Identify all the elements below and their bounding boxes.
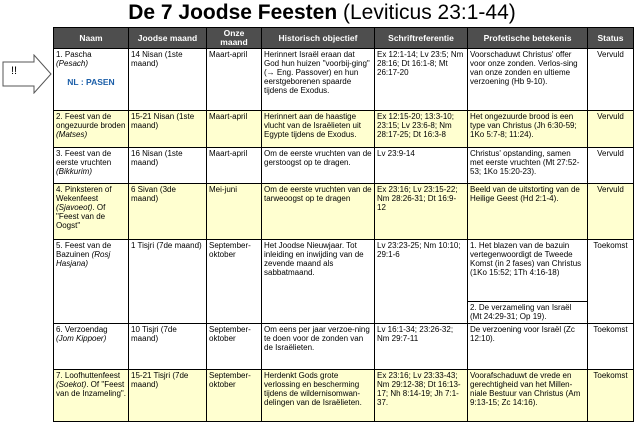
- feast-alt-name: . Of "Feest van de Oogst": [56, 203, 106, 230]
- cell-joods: 14 Nisan (1ste maand): [129, 49, 207, 111]
- header-schrift: Schriftreferentie: [375, 28, 468, 49]
- cell-profetisch: 1. Het blazen van de bazuin vertegenwoordigt de Tweede Komst (in 2 fases) van Christus (1Ko 15:52; 1Th 4:16-18): [468, 240, 588, 302]
- feast-hebrew-name: (Sjavoeot): [56, 203, 93, 212]
- feast-name: 2. Feest van de ongezuurde broden: [56, 112, 126, 130]
- cell-historisch: Het Joodse Nieuwjaar. Tot inleiding en inwijding van de zevende maand als sabbatmaand.: [262, 240, 375, 324]
- cell-status: Vervuld: [588, 184, 634, 240]
- cell-status: Toekomst: [588, 240, 634, 324]
- feast-name: 3. Feest van de eerste vruchten: [56, 149, 112, 167]
- header-profetisch: Profetische betekenis: [468, 28, 588, 49]
- header-naam: Naam: [54, 28, 129, 49]
- feasts-table: [53, 27, 634, 422]
- callout-mark: !!: [11, 65, 18, 77]
- cell-naam: [54, 324, 129, 370]
- feast-name: 4. Pinksteren of Wekenfeest: [56, 185, 112, 203]
- cell-joods: 6 Sivan (3de maand): [129, 184, 207, 240]
- cell-onze: Maart-april: [207, 148, 262, 184]
- cell-joods: 15-21 Tisjri (7de maand): [129, 370, 207, 422]
- cell-schrift: Lv 23:9-14: [375, 148, 468, 184]
- feast-hebrew-name: (Soekot): [56, 380, 87, 389]
- page-title: [0, 0, 644, 26]
- cell-historisch: Om de eerste vruchten van de tarweoogst op te dragen: [262, 184, 375, 240]
- cell-onze: September-oktober: [207, 324, 262, 370]
- feast-hebrew-name: (Bikkurim): [56, 167, 92, 176]
- title-main: De 7 Joodse Feesten: [128, 1, 338, 24]
- feast-name: 7. Loofhuttenfeest: [56, 371, 121, 380]
- cell-schrift: Lv 16:1-34; 23:26-32; Nm 29:7-11: [375, 324, 468, 370]
- cell-onze: September-oktober: [207, 370, 262, 422]
- cell-status: Toekomst: [588, 324, 634, 370]
- cell-historisch: Herdenkt Gods grote verlossing en bescherming tijdens de wildernisomwan-delingen van de Israëlieten.: [262, 370, 375, 422]
- cell-joods: 1 Tisjri (7de maand): [129, 240, 207, 324]
- table-header-row: [54, 28, 634, 49]
- arrow-callout: [2, 54, 52, 94]
- cell-joods: 10 Tisjri (7de maand): [129, 324, 207, 370]
- cell-naam: [54, 49, 129, 111]
- cell-onze: September-oktober: [207, 240, 262, 324]
- cell-naam: [54, 370, 129, 422]
- nl-note: NL : PASEN: [67, 77, 115, 87]
- arrow-shape-icon: [2, 54, 52, 94]
- header-onze-maand: Onze maand: [207, 28, 262, 49]
- cell-onze: Maart-april: [207, 111, 262, 148]
- cell-status: Toekomst: [588, 370, 634, 422]
- header-historisch: Historisch objectief: [262, 28, 375, 49]
- table-row: [54, 324, 634, 370]
- cell-profetisch: Christus' opstanding, samen met eerste vruchten (Mt 27:52-53; 1Ko 15:20-23).: [468, 148, 588, 184]
- header-joodse-maand: Joodse maand: [129, 28, 207, 49]
- feast-name: 6. Verzoendag: [56, 325, 108, 334]
- table-row: [54, 184, 634, 240]
- cell-schrift: Ex 12:15-20; 13:3-10; 23:15; Lv 23:6-8; Nm 28:17-25; Dt 16:3-8: [375, 111, 468, 148]
- cell-profetisch: Het ongezuurde brood is een type van Christus (Jh 6:30-59; 1Ko 5:7-8; 11:24).: [468, 111, 588, 148]
- cell-naam: [54, 148, 129, 184]
- cell-onze: Maart-april: [207, 49, 262, 111]
- cell-historisch: Om eens per jaar verzoe-ning te doen voor de zonden van de Israëlieten.: [262, 324, 375, 370]
- feast-hebrew-name: (Jom Kippoer): [56, 334, 107, 343]
- title-reference: (Leviticus 23:1-44): [343, 1, 516, 24]
- cell-onze: Mei-juni: [207, 184, 262, 240]
- table-row: [54, 148, 634, 184]
- cell-schrift: Ex 23:16; Lv 23:33-43; Nm 29:12-38; Dt 16:13-17; Nh 8:14-19; Jh 7:1-37.: [375, 370, 468, 422]
- cell-schrift: Ex 12:1-14; Lv 23:5; Nm 28:16; Dt 16:1-8; Mt 26:17-20: [375, 49, 468, 111]
- feast-hebrew-name: (Matses): [56, 130, 88, 139]
- table-row: [54, 49, 634, 111]
- cell-schrift: Ex 23:16; Lv 23:15-22; Nm 28:26-31; Dt 16:9-12: [375, 184, 468, 240]
- feast-name: 1. Pascha: [56, 50, 92, 59]
- cell-status: Vervuld: [588, 148, 634, 184]
- cell-naam: [54, 240, 129, 324]
- feast-hebrew-name: (Pesach): [56, 59, 89, 68]
- cell-historisch: Herinnert Israël eraan dat God hun huizen "voorbij-ging" (→ Eng. Passover) en hun eerstgeborenen spaarde tijdens de Exodus.: [262, 49, 375, 111]
- cell-historisch: Om de eerste vruchten van de gerstoogst op te dragen.: [262, 148, 375, 184]
- table-row: [54, 240, 634, 302]
- cell-naam: [54, 184, 129, 240]
- cell-profetisch: Voorafschaduwt de vrede en gerechtigheid van het Millen-niale Bestuur van Christus (Am 9:13-15; Zc 14:16).: [468, 370, 588, 422]
- cell-status: Vervuld: [588, 49, 634, 111]
- cell-joods: 15-21 Nisan (1ste maand): [129, 111, 207, 148]
- feast-name: 5. Feest van de Bazuinen: [56, 241, 112, 259]
- feast-hebrew-name: (Rosj Hasjana): [56, 250, 111, 268]
- cell-profetisch: Voorschaduwt Christus' offer voor onze zonden. Verlos-sing van onze zonden en ultieme verzoening (Hb 9-10).: [468, 49, 588, 111]
- feast-alt-name: . Of "Feest van de Inzameling".: [56, 380, 126, 398]
- cell-profetisch: De verzoening voor Israël (Zc 12:10).: [468, 324, 588, 370]
- cell-joods: 16 Nisan (1ste maand): [129, 148, 207, 184]
- cell-profetisch-2: 2. De verzameling van Israël (Mt 24:29-31; Op 19).: [468, 302, 588, 324]
- cell-profetisch: Beeld van de uitstorting van de Heilige Geest (Hd 2:1-4).: [468, 184, 588, 240]
- cell-schrift: Lv 23:23-25; Nm 10:10; 29:1-6: [375, 240, 468, 324]
- cell-historisch: Herinnert aan de haastige vlucht van de Israëlieten uit Egypte tijdens de Exodus.: [262, 111, 375, 148]
- table-row: [54, 370, 634, 422]
- header-status: Status: [588, 28, 634, 49]
- cell-status: Vervuld: [588, 111, 634, 148]
- cell-naam: [54, 111, 129, 148]
- table-row: [54, 111, 634, 148]
